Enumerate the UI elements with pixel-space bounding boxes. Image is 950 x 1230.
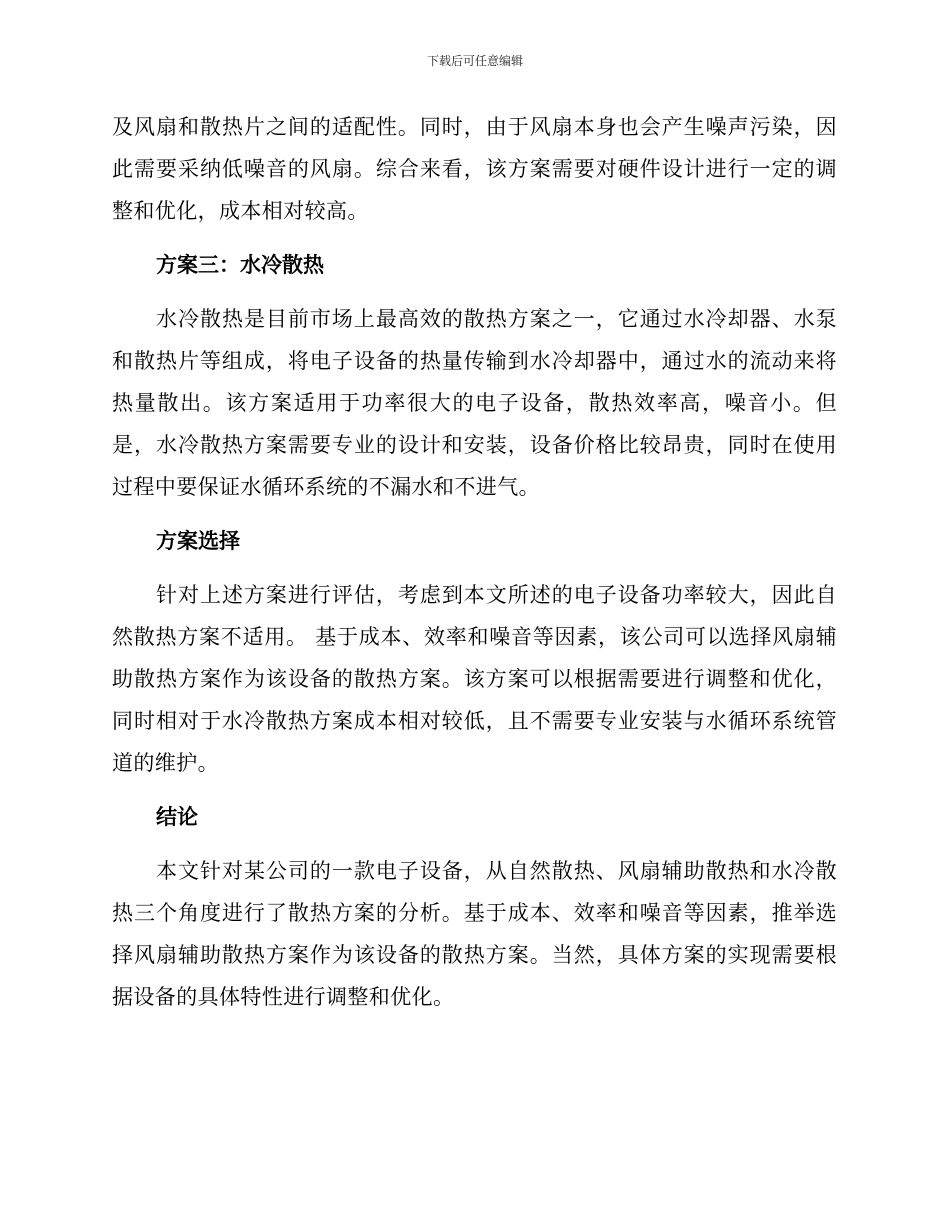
paragraph-water-cooling: 水冷散热是目前市场上最高效的散热方案之一，它通过水冷却器、水泵和散热片等组成，将电子设备的热量传输到水冷却器中，通过水的流动来将热量散出。该方案适用于功率很大的电子设备，散热效率高，噪音小。但是，水冷散热方案需要专业的设计和安装，设备价格比较昂贵，同时在使用过程中要保证水循环系统的不漏水和不进气。 bbox=[112, 307, 837, 499]
page-header: 下载后可任意编辑 bbox=[426, 54, 523, 68]
paragraph-selection: 针对上述方案进行评估，考虑到本文所述的电子设备功率较大，因此自然散热方案不适用。 基于成本、效率和噪音等因素，该公司可以选择风扇辅助散热方案作为该设备的散热方案。该方案可以根据需要进行调整和优化，同时相对于水冷散热方案成本相对较低，且不需要专业安装与水循环系统管道的维护。 bbox=[112, 583, 837, 775]
document-body bbox=[112, 106, 837, 1018]
paragraph-conclusion: 本文针对某公司的一款电子设备，从自然散热、风扇辅助散热和水冷散热三个角度进行了散热方案的分析。基于成本、效率和噪音等因素，推举选择风扇辅助散热方案作为该设备的散热方案。当然，具体方案的实现需要根据设备的具体特性进行调整和优化。 bbox=[112, 859, 837, 1009]
heading-option-selection: 方案选择 bbox=[156, 529, 240, 553]
paragraph-continuation: 及风扇和散热片之间的适配性。同时，由于风扇本身也会产生噪声污染，因此需要采纳低噪音的风扇。综合来看，该方案需要对硬件设计进行一定的调整和优化，成本相对较高。 bbox=[112, 115, 837, 223]
heading-conclusion: 结论 bbox=[156, 805, 198, 829]
heading-option-three: 方案三：水冷散热 bbox=[156, 253, 324, 277]
